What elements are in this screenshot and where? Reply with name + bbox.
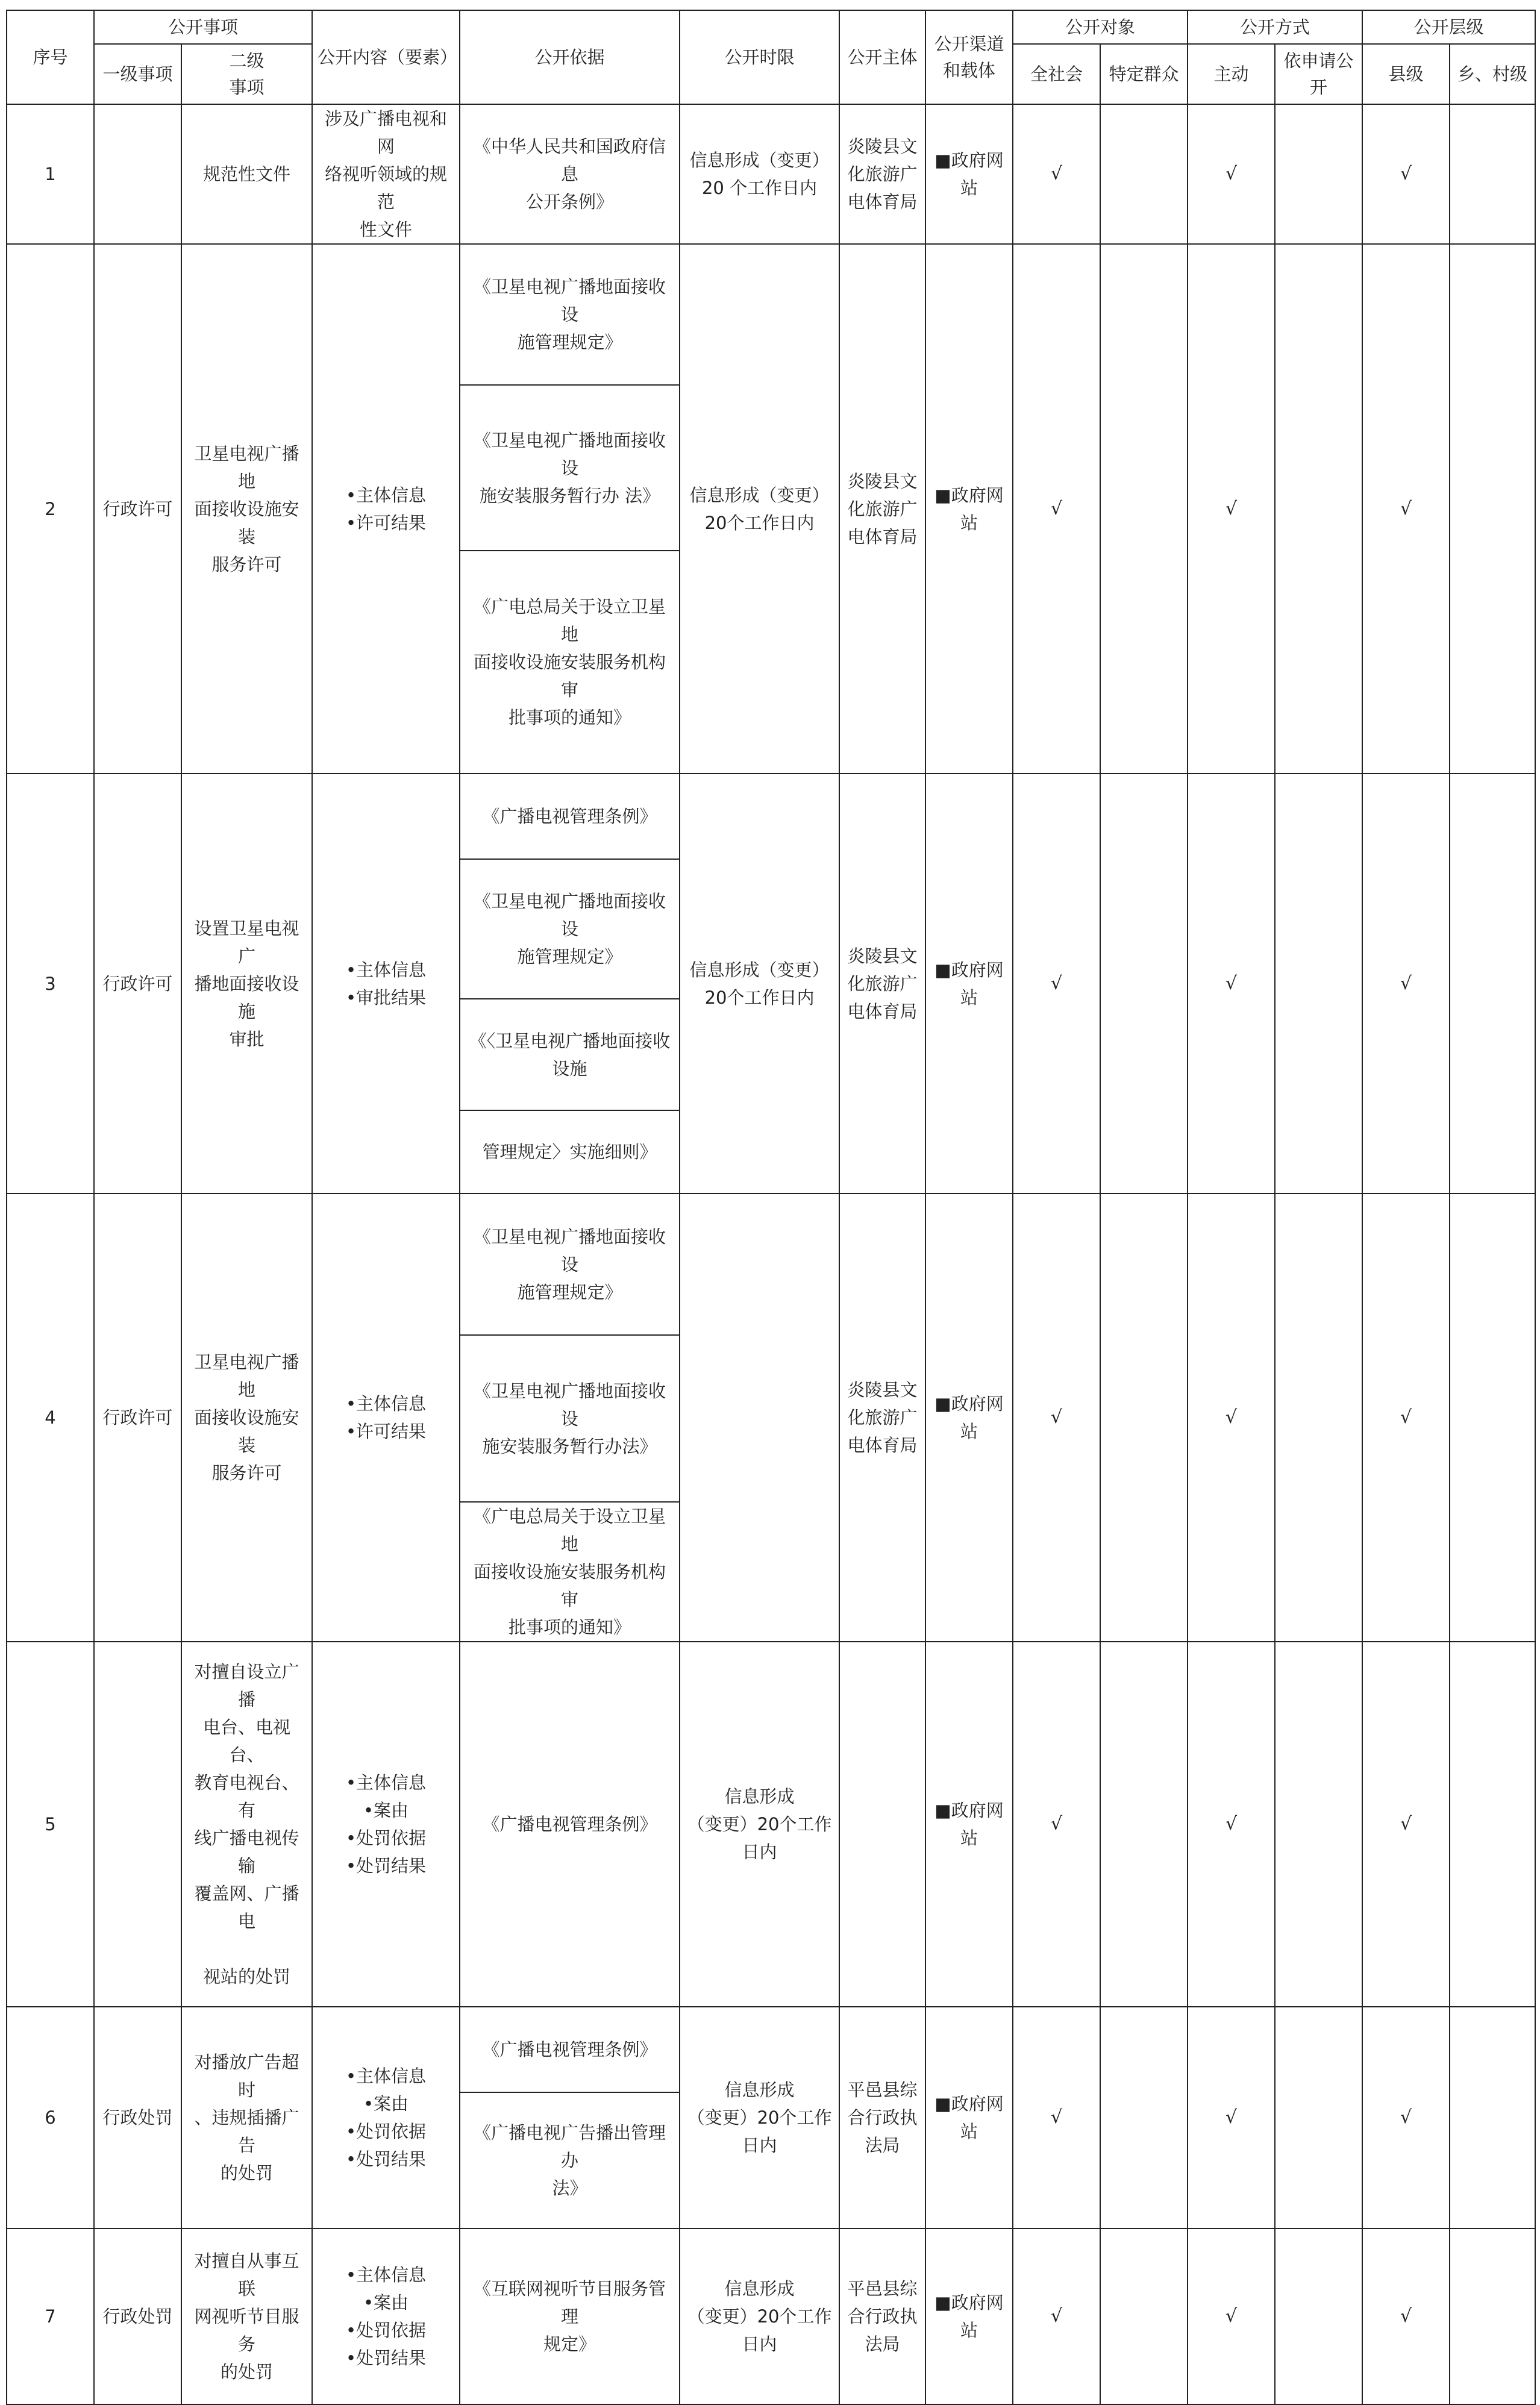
header-time-limit: 公开时限 <box>680 10 839 104</box>
empty-cell <box>1100 774 1188 1193</box>
row-basis: 《〈卫星电视广播地面接收 设施 <box>460 999 680 1110</box>
row-level2: 卫星电视广播地 面接收设施安装 服务许可 <box>181 244 312 774</box>
table-row <box>7 2007 1535 2092</box>
row-time-limit: 信息形成 （变更）20个工作 日内 <box>680 2228 839 2404</box>
row-level2: 对擅自从事互联 网视听节目服务 的处罚 <box>181 2228 312 2404</box>
header-method-group: 公开方式 <box>1188 10 1362 44</box>
check-method-active: √ <box>1188 2007 1275 2228</box>
row-basis: 管理规定〉实施细则》 <box>460 1110 680 1193</box>
row-content: •主体信息 •许可结果 <box>312 1193 460 1642</box>
row-content: •主体信息 •案由 •处罚依据 •处罚结果 <box>312 1642 460 2007</box>
empty-cell <box>1450 774 1535 1193</box>
row-level2: 规范性文件 <box>181 104 312 244</box>
row-subject: 炎陵县文 化旅游广 电体育局 <box>839 774 925 1193</box>
header-level-county: 县级 <box>1362 44 1450 104</box>
header-method-active: 主动 <box>1188 44 1275 104</box>
check-level-county: √ <box>1362 2228 1450 2404</box>
empty-cell <box>1450 2228 1535 2404</box>
table-row <box>7 104 1535 244</box>
empty-cell <box>1275 2228 1362 2404</box>
row-seq: 7 <box>7 2228 94 2404</box>
row-seq: 4 <box>7 1193 94 1642</box>
table-row <box>7 2228 1535 2404</box>
row-basis: 《卫星电视广播地面接收设 施管理规定》 <box>460 859 680 999</box>
row-basis: 《互联网视听节目服务管理 规定》 <box>460 2228 680 2404</box>
row-level1 <box>94 1642 181 2007</box>
row-channel: ■政府网站 <box>925 2007 1013 2228</box>
row-subject: 炎陵县文 化旅游广 电体育局 <box>839 1193 925 1642</box>
row-time-limit: 信息形成 （变更）20个工作 日内 <box>680 2007 839 2228</box>
row-content: •主体信息 •审批结果 <box>312 774 460 1193</box>
row-level1: 行政处罚 <box>94 2007 181 2228</box>
row-basis: 《广电总局关于设立卫星地 面接收设施安装服务机构审 批事项的通知》 <box>460 1502 680 1642</box>
header-content: 公开内容（要素） <box>312 10 460 104</box>
row-basis: 《广播电视广告播出管理办 法》 <box>460 2092 680 2228</box>
row-basis: 《卫星电视广播地面接收设 施安装服务暂行办法》 <box>460 1335 680 1502</box>
check-audience-all: √ <box>1013 1193 1100 1642</box>
row-basis: 《广电总局关于设立卫星地 面接收设施安装服务机构审 批事项的通知》 <box>460 551 680 774</box>
check-audience-all: √ <box>1013 774 1100 1193</box>
row-level2: 设置卫星电视广 播地面接收设施 审批 <box>181 774 312 1193</box>
check-level-county: √ <box>1362 1642 1450 2007</box>
check-level-county: √ <box>1362 104 1450 244</box>
check-method-active: √ <box>1188 244 1275 774</box>
row-level1: 行政处罚 <box>94 2228 181 2404</box>
row-channel: ■政府网站 <box>925 774 1013 1193</box>
row-seq: 5 <box>7 1642 94 2007</box>
header-audience-specific: 特定群众 <box>1100 44 1188 104</box>
header-method-request: 依申请公 开 <box>1275 44 1362 104</box>
row-channel: ■政府网站 <box>925 244 1013 774</box>
header-audience-group: 公开对象 <box>1013 10 1188 44</box>
empty-cell <box>1275 1193 1362 1642</box>
check-method-active: √ <box>1188 1642 1275 2007</box>
empty-cell <box>1450 1193 1535 1642</box>
row-subject: 炎陵县文 化旅游广 电体育局 <box>839 244 925 774</box>
row-level2: 对擅自设立广播 电台、电视台、 教育电视台、有 线广播电视传输 覆盖网、广播电 视站的处罚 <box>181 1642 312 2007</box>
table-row <box>7 774 1535 859</box>
row-seq: 6 <box>7 2007 94 2228</box>
row-subject: 炎陵县文 化旅游广 电体育局 <box>839 104 925 244</box>
check-audience-all: √ <box>1013 104 1100 244</box>
row-basis: 《中华人民共和国政府信息 公开条例》 <box>460 104 680 244</box>
row-time-limit <box>680 1193 839 1642</box>
row-content: 涉及广播电视和网 络视听领域的规范 性文件 <box>312 104 460 244</box>
check-audience-all: √ <box>1013 1642 1100 2007</box>
header-item-group: 公开事项 <box>94 10 312 44</box>
row-content: •主体信息 •许可结果 <box>312 244 460 774</box>
disclosure-table <box>6 10 1536 2405</box>
header-level2: 二级 事项 <box>181 44 312 104</box>
table-row <box>7 244 1535 385</box>
row-time-limit: 信息形成（变更） 20个工作日内 <box>680 774 839 1193</box>
empty-cell <box>1450 104 1535 244</box>
check-level-county: √ <box>1362 2007 1450 2228</box>
row-subject <box>839 1642 925 2007</box>
check-audience-all: √ <box>1013 2007 1100 2228</box>
row-channel: ■政府网站 <box>925 104 1013 244</box>
row-level1 <box>94 104 181 244</box>
row-level1: 行政许可 <box>94 244 181 774</box>
empty-cell <box>1275 244 1362 774</box>
empty-cell <box>1100 244 1188 774</box>
check-method-active: √ <box>1188 2228 1275 2404</box>
check-method-active: √ <box>1188 774 1275 1193</box>
check-level-county: √ <box>1362 774 1450 1193</box>
empty-cell <box>1100 1642 1188 2007</box>
table-row <box>7 1642 1535 2007</box>
row-basis: 《广播电视管理条例》 <box>460 774 680 859</box>
header-level1: 一级事项 <box>94 44 181 104</box>
empty-cell <box>1275 104 1362 244</box>
header-seq: 序号 <box>7 10 94 104</box>
row-channel: ■政府网站 <box>925 1193 1013 1642</box>
empty-cell <box>1275 2007 1362 2228</box>
row-basis: 《广播电视管理条例》 <box>460 1642 680 2007</box>
check-level-county: √ <box>1362 1193 1450 1642</box>
row-seq: 2 <box>7 244 94 774</box>
header-level-town: 乡、村级 <box>1450 44 1535 104</box>
row-basis: 《广播电视管理条例》 <box>460 2007 680 2092</box>
row-time-limit: 信息形成 （变更）20个工作 日内 <box>680 1642 839 2007</box>
check-audience-all: √ <box>1013 2228 1100 2404</box>
row-time-limit: 信息形成（变更） 20个工作日内 <box>680 244 839 774</box>
row-basis: 《卫星电视广播地面接收设 施管理规定》 <box>460 1193 680 1335</box>
row-subject: 平邑县综 合行政执 法局 <box>839 2007 925 2228</box>
row-level2: 对播放广告超时 、违规插播广告 的处罚 <box>181 2007 312 2228</box>
row-seq: 1 <box>7 104 94 244</box>
row-basis: 《卫星电视广播地面接收设 施安装服务暂行办 法》 <box>460 385 680 551</box>
header-channel: 公开渠道 和载体 <box>925 10 1013 104</box>
row-level2: 卫星电视广播地 面接收设施安装 服务许可 <box>181 1193 312 1642</box>
empty-cell <box>1450 2007 1535 2228</box>
empty-cell <box>1100 104 1188 244</box>
header-subject: 公开主体 <box>839 10 925 104</box>
empty-cell <box>1450 244 1535 774</box>
check-level-county: √ <box>1362 244 1450 774</box>
row-basis: 《卫星电视广播地面接收设 施管理规定》 <box>460 244 680 385</box>
check-audience-all: √ <box>1013 244 1100 774</box>
row-level1: 行政许可 <box>94 1193 181 1642</box>
row-seq: 3 <box>7 774 94 1193</box>
empty-cell <box>1275 1642 1362 2007</box>
header-audience-all: 全社会 <box>1013 44 1100 104</box>
row-level1: 行政许可 <box>94 774 181 1193</box>
row-content: •主体信息 •案由 •处罚依据 •处罚结果 <box>312 2007 460 2228</box>
empty-cell <box>1100 1193 1188 1642</box>
empty-cell <box>1275 774 1362 1193</box>
table-row <box>7 1193 1535 1335</box>
row-subject: 平邑县综 合行政执 法局 <box>839 2228 925 2404</box>
empty-cell <box>1450 1642 1535 2007</box>
row-time-limit: 信息形成（变更） 20 个工作日内 <box>680 104 839 244</box>
row-channel: ■政府网站 <box>925 1642 1013 2007</box>
header-level-group: 公开层级 <box>1362 10 1535 44</box>
check-method-active: √ <box>1188 104 1275 244</box>
empty-cell <box>1100 2228 1188 2404</box>
empty-cell <box>1100 2007 1188 2228</box>
check-method-active: √ <box>1188 1193 1275 1642</box>
row-channel: ■政府网站 <box>925 2228 1013 2404</box>
header-basis: 公开依据 <box>460 10 680 104</box>
row-content: •主体信息 •案由 •处罚依据 •处罚结果 <box>312 2228 460 2404</box>
